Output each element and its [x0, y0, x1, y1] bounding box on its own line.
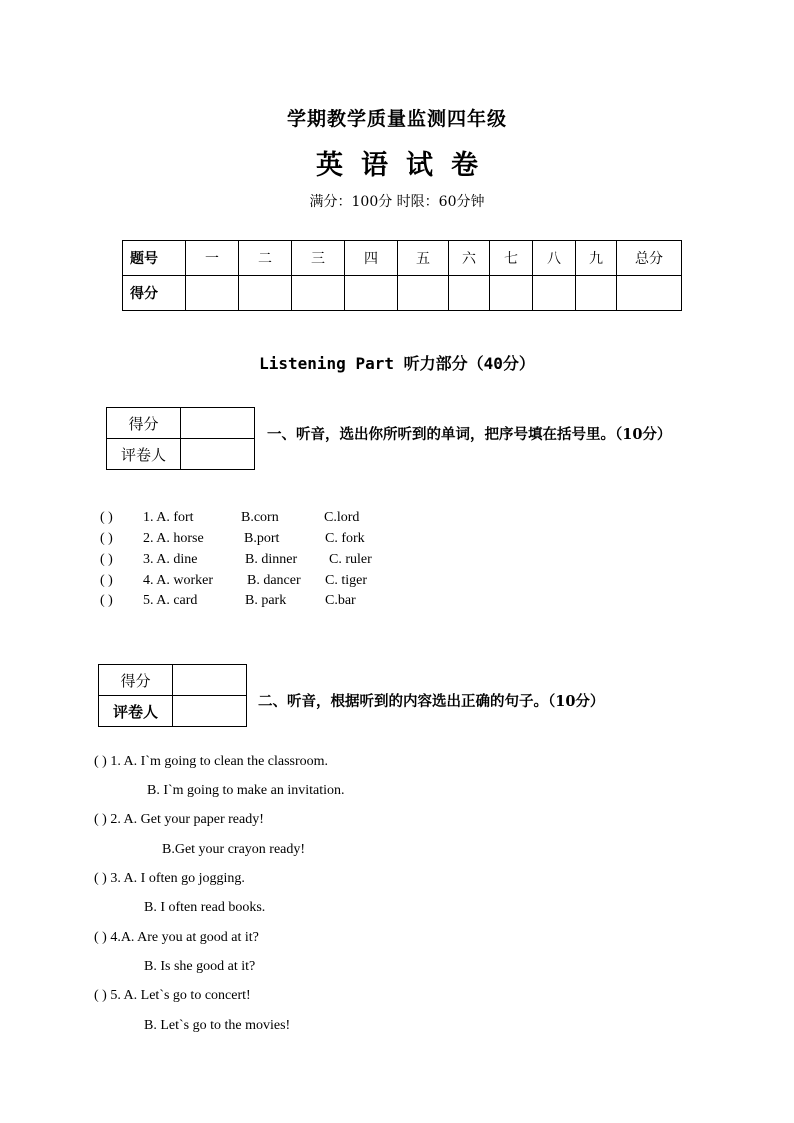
question-option-a: ( ) 2. A. Get your paper ready! [94, 812, 264, 827]
score-cell[interactable] [449, 276, 490, 311]
grade-box [98, 664, 247, 727]
header-cell: 九 [576, 241, 617, 276]
question-option-a: ( ) 1. A. I`m going to clean the classroom. [94, 754, 329, 769]
score-field[interactable] [173, 665, 247, 696]
option-b: B.port [244, 531, 280, 546]
score-cell[interactable] [239, 276, 292, 311]
question-option-b: B. I`m going to make an invitation. [147, 783, 345, 798]
answer-paren[interactable]: ( ) [100, 531, 113, 546]
title-char: 卷 [451, 150, 478, 181]
answer-paren[interactable]: ( ) [100, 552, 113, 567]
score-label: 得分 [99, 665, 173, 696]
answer-paren[interactable]: ( ) [100, 593, 113, 608]
option-a: 2. A. horse [143, 531, 204, 546]
option-c: C. ruler [329, 552, 372, 567]
score-field[interactable] [181, 408, 255, 439]
section-2-title: 二、听音，根据听到的内容选出正确的句子。（10分） [258, 693, 605, 710]
score-cell[interactable] [576, 276, 617, 311]
header-cell: 总分 [617, 241, 682, 276]
exam-title [0, 143, 794, 182]
grader-label: 评卷人 [99, 696, 173, 727]
option-a: 1. A. fort [143, 510, 194, 525]
option-c: C. tiger [325, 573, 367, 588]
score-cell[interactable] [490, 276, 533, 311]
option-c: C.lord [324, 510, 360, 525]
option-c: C. fork [325, 531, 365, 546]
question-option-b: B. I often read books. [144, 900, 266, 915]
section-1-title: 一、听音，选出你所听到的单词，把序号填在括号里。（10分） [267, 426, 672, 443]
score-table-score-row [123, 276, 682, 311]
question-option-a: ( ) 5. A. Let`s go to concert! [94, 988, 251, 1003]
score-cell[interactable] [398, 276, 449, 311]
question-option-a: ( ) 3. A. I often go jogging. [94, 871, 245, 886]
score-cell[interactable] [292, 276, 345, 311]
header-cell: 六 [449, 241, 490, 276]
question-option-b: B.Get your crayon ready! [162, 842, 306, 857]
title-char: 英 [316, 150, 343, 181]
grader-field[interactable] [181, 439, 255, 470]
header-cell: 七 [490, 241, 533, 276]
score-cell[interactable] [617, 276, 682, 311]
question-option-a: ( ) 4.A. Are you at good at it? [94, 930, 259, 945]
score-row-label: 得分 [123, 276, 186, 311]
header-cell: 二 [239, 241, 292, 276]
score-label: 得分 [107, 408, 181, 439]
header-cell: 五 [398, 241, 449, 276]
option-a: 3. A. dine [143, 552, 198, 567]
option-a: 4. A. worker [143, 573, 213, 588]
option-b: B. dinner [245, 552, 298, 567]
score-table [122, 240, 682, 311]
exam-info: 满分：100分 时限：60分钟 [309, 194, 485, 210]
option-c: C.bar [325, 593, 356, 608]
grade-box [106, 407, 255, 470]
header-cell: 题号 [123, 241, 186, 276]
grader-field[interactable] [173, 696, 247, 727]
header-cell: 一 [186, 241, 239, 276]
score-cell[interactable] [186, 276, 239, 311]
score-cell[interactable] [533, 276, 576, 311]
score-table-header-row [123, 241, 682, 276]
option-b: B.corn [241, 510, 279, 525]
answer-paren[interactable]: ( ) [100, 573, 113, 588]
option-b: B. dancer [247, 573, 301, 588]
header-cell: 八 [533, 241, 576, 276]
grader-label: 评卷人 [107, 439, 181, 470]
question-option-b: B. Is she good at it? [144, 959, 256, 974]
score-cell[interactable] [345, 276, 398, 311]
header-cell: 四 [345, 241, 398, 276]
option-a: 5. A. card [143, 593, 198, 608]
header-cell: 三 [292, 241, 345, 276]
question-option-b: B. Let`s go to the movies! [144, 1018, 291, 1033]
title-char: 语 [361, 150, 388, 181]
answer-paren[interactable]: ( ) [100, 510, 113, 525]
title-char: 试 [406, 150, 433, 181]
option-b: B. park [245, 593, 287, 608]
exam-subtitle: 学期教学质量监测四年级 [286, 108, 507, 130]
part-title: Listening Part 听力部分（40分） [259, 354, 535, 373]
